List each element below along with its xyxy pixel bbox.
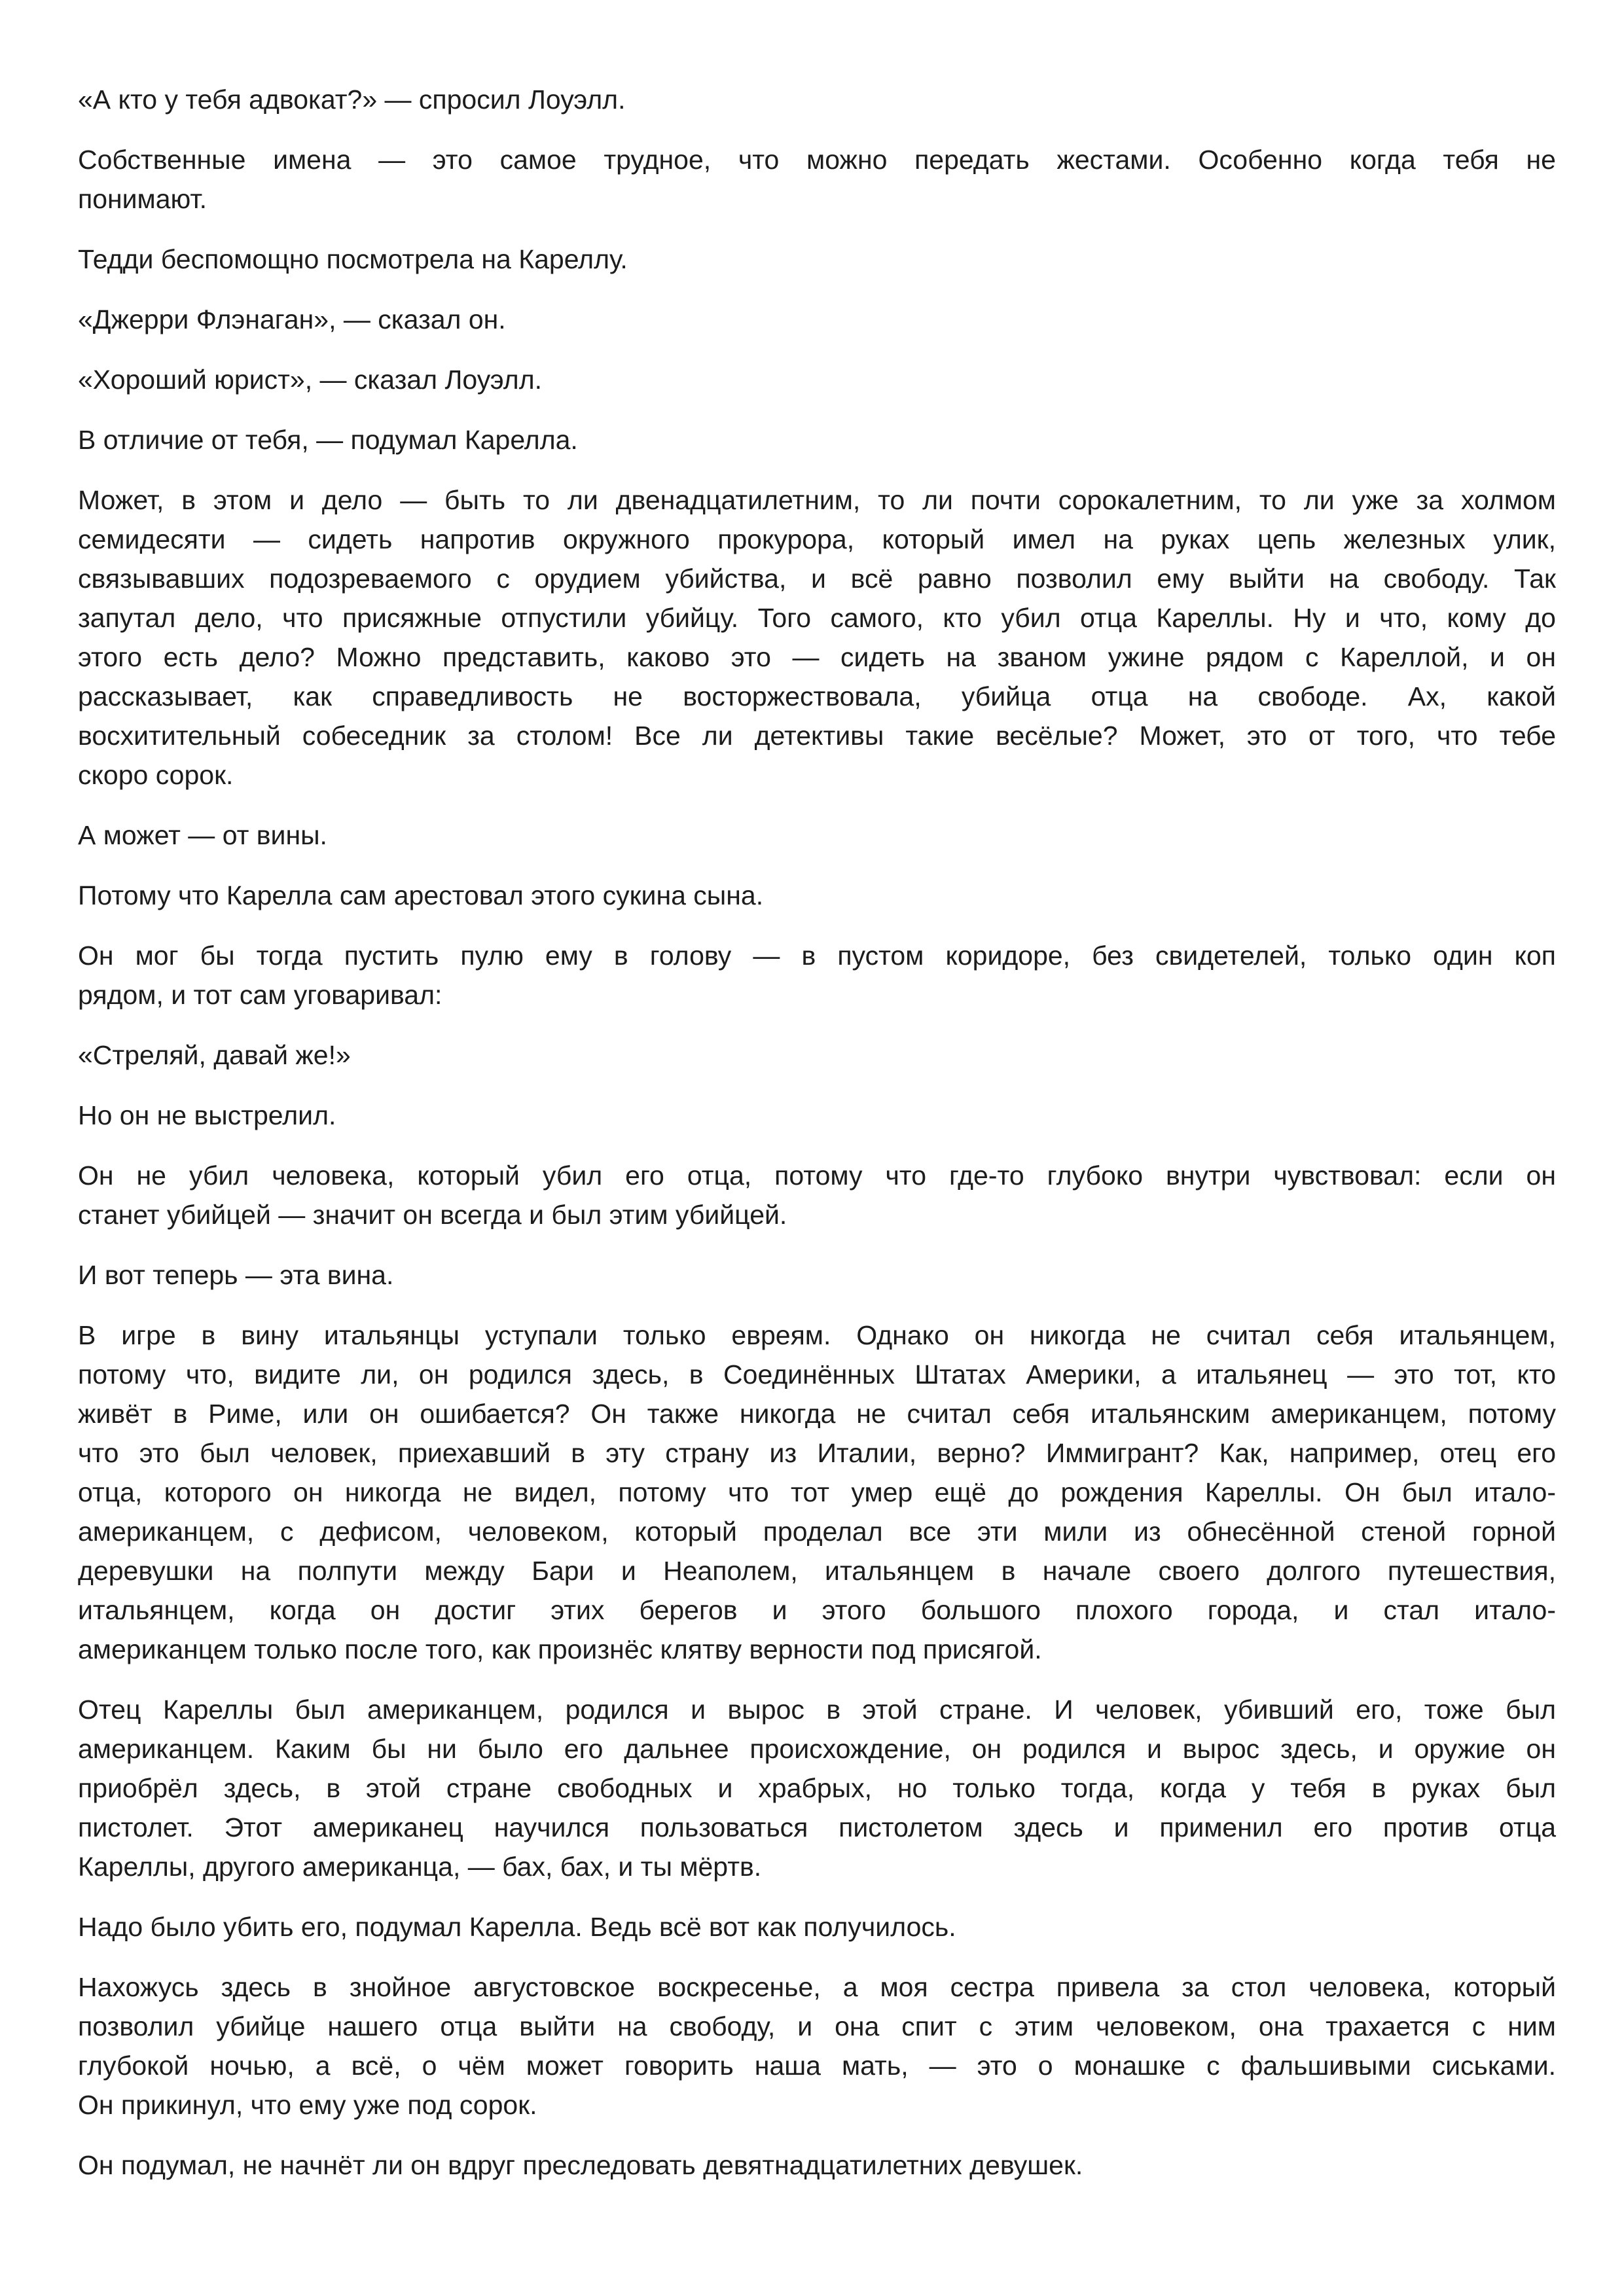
text-line: позволил убийце нашего отца выйти на свободу, и она спит с этим человеком, она трахается с ним [78,2011,1556,2041]
paragraph [78,1035,1556,1075]
paragraph [78,2145,1556,2185]
text-line: запутал дело, что присяжные отпустили убийцу. Того самого, кто убил отца Кареллы. Ну и что, кому до [78,603,1556,633]
text-line: «А кто у тебя адвокат?» — спросил Лоуэлл. [78,84,626,115]
text-line: Кареллы, другого американца, — бах, бах, и ты мёртв. [78,1852,762,1882]
paragraph [78,1255,1556,1295]
text-line: Он подумал, не начнёт ли он вдруг преследовать девятнадцатилетних девушек. [78,2150,1083,2180]
text-line: «Стреляй, давай же!» [78,1040,351,1070]
paragraph [78,1907,1556,1946]
text-line: американцем, с дефисом, человеком, который проделал все эти мили из обнесённой стеной горной [78,1516,1556,1547]
paragraph [78,1690,1556,1886]
paragraph [78,240,1556,279]
text-line: связывавших подозреваемого с орудием убийства, и всё равно позволил ему выйти на свободу. Так [78,564,1556,594]
text-line: скоро сорок. [78,760,234,790]
paragraph [78,876,1556,915]
text-line: «Джерри Флэнаган», — сказал он. [78,304,506,334]
text-line: восхитительный собеседник за столом! Все ли детективы такие весёлые? Может, это от того, что тебе [78,721,1556,751]
text-line: Он не убил человека, который убил его отца, потому что где-то глубоко внутри чувствовал: если он [78,1160,1556,1191]
text-line: Отец Кареллы был американцем, родился и вырос в этой стране. И человек, убивший его, тоже был [78,1695,1556,1725]
text-line: живёт в Риме, или он ошибается? Он также никогда не считал себя итальянским американцем, потому [78,1399,1556,1429]
text-line: американцем. Каким бы ни было его дальнее происхождение, он родился и вырос здесь, и оружие он [78,1734,1556,1764]
text-line: Надо было убить его, подумал Карелла. Ведь всё вот как получилось. [78,1912,956,1942]
paragraph [78,1316,1556,1669]
text-line: этого есть дело? Можно представить, каково это — сидеть на званом ужине рядом с Кареллой, и он [78,642,1556,672]
paragraph [78,1967,1556,2125]
text-line: Он мог бы тогда пустить пулю ему в голову — в пустом коридоре, без свидетелей, только один коп [78,941,1556,971]
text-line: Собственные имена — это самое трудное, что можно передать жестами. Особенно когда тебя не [78,145,1556,175]
text-line: И вот теперь — эта вина. [78,1260,394,1290]
text-line: пистолет. Этот американец научился пользоваться пистолетом здесь и применил его против отца [78,1812,1556,1842]
text-line: что это был человек, приехавший в эту страну из Италии, верно? Иммигрант? Как, например, отец его [78,1438,1556,1468]
text-line: Но он не выстрелил. [78,1100,336,1130]
paragraph [78,80,1556,119]
paragraph [78,360,1556,399]
text-line: американцем только после того, как произнёс клятву верности под присягой. [78,1634,1042,1664]
paragraph [78,1156,1556,1234]
text-line: Может, в этом и дело — быть то ли двенадцатилетним, то ли почти сорокалетним, то ли уже за холмом [78,485,1556,515]
paragraph [78,480,1556,795]
document-page [78,80,1556,2206]
text-line: деревушки на полпути между Бари и Неаполем, итальянцем в начале своего долгого путешествия, [78,1556,1556,1586]
text-line: потому что, видите ли, он родился здесь, в Соединённых Штатах Америки, а итальянец — это тот, кто [78,1359,1556,1390]
paragraph [78,140,1556,219]
text-line: Он прикинул, что ему уже под сорок. [78,2090,537,2120]
paragraph [78,1096,1556,1135]
text-line: рядом, и тот сам уговаривал: [78,980,442,1010]
text-line: станет убийцей — значит он всегда и был этим убийцей. [78,1200,787,1230]
text-line: семидесяти — сидеть напротив окружного прокурора, который имел на руках цепь железных улик, [78,524,1556,554]
text-line: итальянцем, когда он достиг этих берегов и этого большого плохого города, и стал итало- [78,1595,1556,1625]
text-line: В игре в вину итальянцы уступали только евреям. Однако он никогда не считал себя итальянцем, [78,1320,1556,1350]
text-line: Потому что Карелла сам арестовал этого сукина сына. [78,880,764,910]
text-line: «Хороший юрист», — сказал Лоуэлл. [78,365,543,395]
text-line: Нахожусь здесь в знойное августовское воскресенье, а моя сестра привела за стол человека, который [78,1972,1556,2002]
text-line: А может — от вины. [78,820,327,850]
paragraph [78,816,1556,855]
text-line: В отличие от тебя, — подумал Карелла. [78,425,578,455]
text-line: отца, которого он никогда не видел, потому что тот умер ещё до рождения Кареллы. Он был итало- [78,1477,1556,1507]
text-line: глубокой ночью, а всё, о чём может говорить наша мать, — это о монашке с фальшивыми сиськами. [78,2051,1556,2081]
paragraph [78,936,1556,1014]
text-line: приобрёл здесь, в этой стране свободных и храбрых, но только тогда, когда у тебя в руках был [78,1773,1556,1803]
text-line: рассказывает, как справедливость не восторжествовала, убийца отца на свободе. Ах, какой [78,681,1556,711]
paragraph [78,420,1556,459]
paragraph [78,300,1556,339]
text-line: понимают. [78,184,208,214]
text-line: Тедди беспомощно посмотрела на Кареллу. [78,244,628,274]
